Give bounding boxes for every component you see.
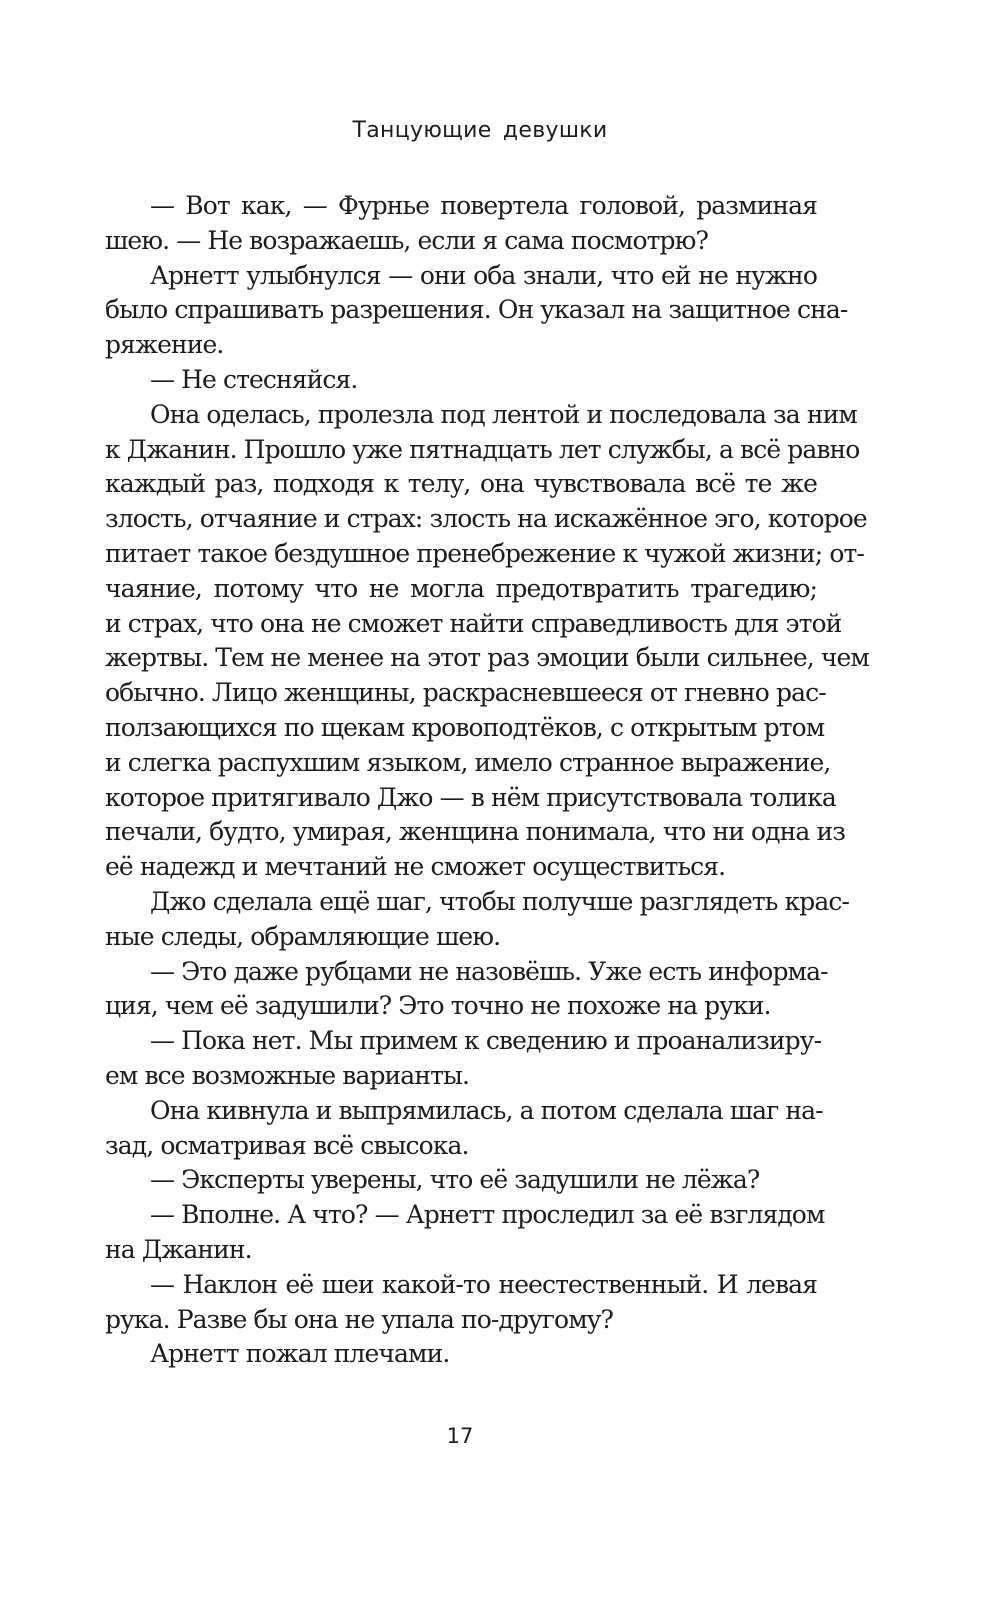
text-line: на Джанин. xyxy=(105,1234,252,1264)
page-number: 17 xyxy=(446,1424,474,1448)
text-line: злость, отчаяние и страх: злость на искажённое эго, которое xyxy=(105,504,867,534)
text-line: её надежд и мечтаний не сможет осуществиться. xyxy=(105,852,726,882)
text-line: к Джанин. Прошло уже пятнадцать лет службы, а всё равно xyxy=(105,434,860,464)
text-line: — Эксперты уверены, что её задушили не лёжа? xyxy=(150,1165,760,1195)
text-line: Джо сделала ещё шаг, чтобы получше разглядеть крас- xyxy=(150,886,850,916)
text-line: — Вполне. А что? — Арнетт проследил за её взглядом xyxy=(150,1200,825,1230)
text-line: ряжение. xyxy=(105,330,224,360)
text-line: которое притягивало Джо — в нём присутствовала толика xyxy=(105,782,836,812)
text-line: и страх, что она не сможет найти справедливость для этой xyxy=(105,608,842,638)
text-line: Арнетт улыбнулся — они оба знали, что ей не нужно xyxy=(150,260,817,290)
text-line: рука. Разве бы она не упала по-другому? xyxy=(105,1304,614,1334)
text-line: Она кивнула и выпрямилась, а потом сделала шаг на- xyxy=(150,1095,823,1125)
text-line: печали, будто, умирая, женщина понимала, что ни одна из xyxy=(105,817,845,847)
text-line: питает такое бездушное пренебрежение к чужой жизни; от- xyxy=(105,538,864,568)
text-line: чаяние, потому что не могла предотвратить трагедию; xyxy=(105,573,817,603)
text-line: ные следы, обрамляющие шею. xyxy=(105,921,501,951)
text-line: — Это даже рубцами не назовёшь. Уже есть информа- xyxy=(150,956,828,986)
text-line: обычно. Лицо женщины, раскрасневшееся от гневно рас- xyxy=(105,678,826,708)
text-line: Арнетт пожал плечами. xyxy=(150,1339,450,1369)
body-text xyxy=(105,189,869,1372)
text-line: зад, осматривая всё свысока. xyxy=(105,1130,469,1160)
text-line: жертвы. Тем не менее на этот раз эмоции были сильнее, чем xyxy=(105,643,869,673)
text-line: ем все возможные варианты. xyxy=(105,1060,470,1090)
text-line: ползающихся по щекам кровоподтёков, с открытым ртом xyxy=(105,712,825,742)
text-line: — Наклон её шеи какой-то неестественный. И левая xyxy=(150,1269,817,1299)
running-head: Танцующие девушки xyxy=(352,118,608,143)
text-line: — Не стесняйся. xyxy=(150,364,358,394)
text-line: — Пока нет. Мы примем к сведению и проанализиру- xyxy=(150,1026,822,1056)
text-line: шею. — Не возражаешь, если я сама посмотрю? xyxy=(105,225,709,255)
text-line: ция, чем её задушили? Это точно не похоже на руки. xyxy=(105,991,771,1021)
text-line: было спрашивать разрешения. Он указал на защитное сна- xyxy=(105,295,848,325)
text-line: каждый раз, подходя к телу, она чувствовала всё те же xyxy=(105,469,817,499)
text-line: Она оделась, пролезла под лентой и последовала за ним xyxy=(150,399,857,429)
text-line: — Вот как, — Фурнье повертела головой, разминая xyxy=(150,191,817,220)
text-line: и слегка распухшим языком, имело странное выражение, xyxy=(105,747,831,777)
